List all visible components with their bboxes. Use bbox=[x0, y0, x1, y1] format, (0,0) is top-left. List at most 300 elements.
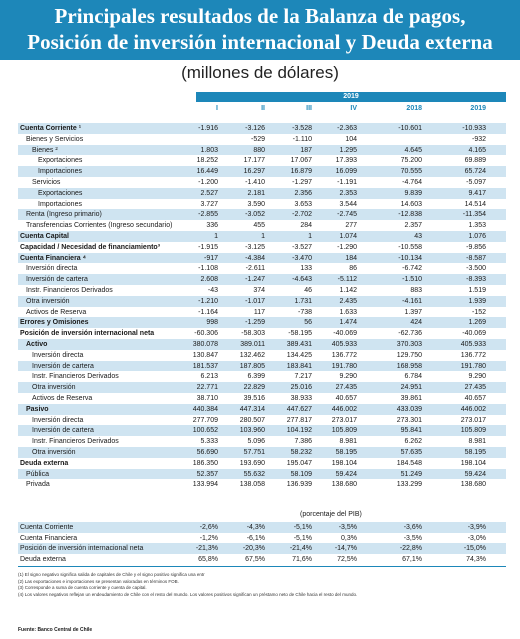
cell-value: 5.333 bbox=[200, 438, 218, 446]
cell-value: 198.104 bbox=[460, 459, 486, 467]
cell-value: -9.856 bbox=[466, 243, 486, 251]
cell-value: -40.069 bbox=[333, 330, 357, 338]
cell-value: 40.657 bbox=[335, 395, 357, 402]
cell-value: 1.353 bbox=[468, 222, 486, 230]
cell-value: 187.805 bbox=[239, 362, 265, 370]
year-header: 2019 bbox=[196, 92, 506, 102]
pct-note: (porcentaje del PIB) bbox=[300, 511, 362, 518]
cell-value: -3.470 bbox=[292, 254, 312, 262]
cell-value: 6.262 bbox=[404, 438, 422, 446]
cell-value: 1.731 bbox=[294, 297, 312, 305]
cell-value: 2.435 bbox=[339, 297, 357, 305]
cell-value: 18.252 bbox=[196, 157, 218, 165]
cell-value: 100.652 bbox=[192, 427, 218, 435]
cell-value: 998 bbox=[206, 319, 218, 327]
cell-value: -152 bbox=[471, 308, 486, 316]
cell-value: -1.210 bbox=[198, 297, 218, 305]
row-label: Errores y Omisiones bbox=[20, 319, 89, 327]
cell-value: 56.690 bbox=[196, 449, 218, 456]
row-label: Cuenta Financiera ⁴ bbox=[20, 254, 87, 262]
table-row bbox=[18, 416, 506, 425]
cell-value: 195.047 bbox=[286, 459, 312, 467]
cell-value: 57.751 bbox=[243, 449, 265, 456]
cell-value: 138.058 bbox=[239, 481, 265, 489]
table-row bbox=[18, 210, 506, 219]
cell-value: 380.078 bbox=[192, 341, 218, 348]
cell-value: 65.724 bbox=[464, 168, 486, 176]
cell-value: -4.384 bbox=[245, 254, 265, 262]
footnote: (2) Las exportaciones e importaciones se presentan valoradas en términos FOB. bbox=[18, 578, 179, 584]
cell-value: -3,5% bbox=[338, 524, 357, 531]
column-header: I bbox=[216, 105, 218, 112]
cell-value: -3.126 bbox=[245, 125, 265, 132]
cell-value: 65,8% bbox=[198, 555, 218, 563]
cell-value: -3,0% bbox=[467, 534, 486, 542]
table-row bbox=[18, 156, 506, 165]
cell-value: 6.784 bbox=[404, 373, 422, 381]
cell-value: 69.889 bbox=[464, 157, 486, 165]
cell-value: 130.847 bbox=[192, 351, 218, 359]
cell-value: -10.558 bbox=[398, 243, 422, 251]
source: Fuente: Banco Central de Chile bbox=[18, 627, 93, 633]
cell-value: 39.516 bbox=[243, 395, 265, 402]
cell-value: 1.939 bbox=[468, 297, 486, 305]
table-row bbox=[18, 178, 506, 187]
cell-value: 2.527 bbox=[200, 189, 218, 197]
table-row bbox=[18, 254, 506, 263]
cell-value: 191.780 bbox=[331, 362, 357, 370]
table-row bbox=[18, 232, 506, 241]
cell-value: 9.290 bbox=[468, 373, 486, 381]
cell-value: 3.653 bbox=[294, 200, 312, 208]
subtitle: (millones de dólares) bbox=[181, 63, 339, 82]
cell-value: 67,1% bbox=[402, 555, 422, 563]
cell-value: -1.916 bbox=[198, 125, 218, 132]
footnote: (3) Corresponde a suma de cuenta corriente y cuenta de capital. bbox=[18, 585, 147, 590]
cell-value: 9.290 bbox=[339, 373, 357, 381]
column-header: IV bbox=[350, 105, 357, 112]
cell-value: 447.314 bbox=[239, 405, 265, 413]
cell-value: 16.099 bbox=[335, 168, 357, 176]
cell-value: 1.269 bbox=[468, 319, 486, 327]
cell-value: 193.690 bbox=[239, 459, 265, 467]
cell-value: 1.074 bbox=[339, 233, 357, 240]
cell-value: 3.727 bbox=[200, 200, 218, 208]
cell-value: 455 bbox=[253, 222, 265, 230]
cell-value: 187 bbox=[300, 146, 312, 154]
cell-value: 3.590 bbox=[247, 200, 265, 208]
cell-value: 95.841 bbox=[400, 427, 422, 435]
table-row bbox=[18, 221, 506, 230]
table-row bbox=[18, 459, 506, 468]
cell-value: 433.039 bbox=[396, 405, 422, 413]
row-label: Bienes y Servicios bbox=[26, 135, 84, 143]
cell-value: 370.303 bbox=[396, 341, 422, 348]
row-label: Cuenta Corriente bbox=[20, 524, 74, 531]
row-label: Inversión de cartera bbox=[32, 362, 94, 370]
row-label: Inversión directa bbox=[32, 416, 84, 424]
table-row bbox=[18, 437, 506, 446]
cell-value: -3,6% bbox=[403, 524, 422, 531]
cell-value: 284 bbox=[300, 222, 312, 230]
cell-value: -10.134 bbox=[398, 254, 422, 262]
table-row bbox=[18, 200, 506, 209]
cell-value: -4.764 bbox=[402, 179, 422, 186]
cell-value: -10.601 bbox=[398, 125, 422, 132]
cell-value: -5,1% bbox=[293, 524, 312, 531]
table-row bbox=[18, 405, 506, 414]
cell-value: 3.544 bbox=[339, 200, 357, 208]
row-label: Activos de Reserva bbox=[32, 395, 93, 402]
cell-value: 132.462 bbox=[239, 351, 265, 359]
row-label: Importaciones bbox=[38, 200, 82, 208]
cell-value: -1.017 bbox=[245, 297, 265, 305]
table-row bbox=[18, 426, 506, 435]
cell-value: 2.357 bbox=[404, 222, 422, 230]
cell-value: 70.555 bbox=[400, 168, 422, 176]
cell-value: -60.306 bbox=[194, 330, 218, 338]
cell-value: 138.680 bbox=[331, 481, 357, 489]
table-row bbox=[18, 523, 506, 532]
cell-value: -3.500 bbox=[466, 265, 486, 273]
cell-value: 129.750 bbox=[396, 351, 422, 359]
cell-value: 440.384 bbox=[192, 405, 218, 413]
row-label: Transferencias Corrientes (Ingreso secundario) bbox=[26, 222, 173, 230]
cell-value: 40.657 bbox=[464, 395, 486, 402]
row-label: Bienes ² bbox=[32, 146, 58, 154]
cell-value: 43 bbox=[414, 233, 422, 240]
cell-value: 138.680 bbox=[460, 481, 486, 489]
cell-value: -1.290 bbox=[337, 243, 357, 251]
row-label: Cuenta Corriente ¹ bbox=[20, 125, 82, 132]
cell-value: -5,1% bbox=[293, 534, 312, 542]
column-header: II bbox=[261, 105, 265, 112]
cell-value: 6.213 bbox=[200, 373, 218, 381]
cell-value: 52.357 bbox=[196, 470, 218, 478]
cell-value: 105.809 bbox=[331, 427, 357, 435]
cell-value: -529 bbox=[250, 135, 265, 143]
cell-value: 4.165 bbox=[468, 146, 486, 154]
cell-value: 16.879 bbox=[290, 168, 312, 176]
table-row bbox=[18, 146, 506, 155]
cell-value: -917 bbox=[203, 254, 218, 262]
table-row bbox=[18, 534, 506, 543]
cell-value: 1.633 bbox=[339, 308, 357, 316]
row-label: Otra inversión bbox=[32, 449, 76, 456]
cell-value: 280.507 bbox=[239, 416, 265, 424]
cell-value: -932 bbox=[471, 135, 486, 143]
cell-value: -2.702 bbox=[292, 211, 312, 219]
cell-value: 273.301 bbox=[396, 416, 422, 424]
row-label: Inversión directa bbox=[26, 265, 78, 273]
cell-value: 16.297 bbox=[243, 168, 265, 176]
cell-value: 1.076 bbox=[468, 233, 486, 240]
cell-value: 17.067 bbox=[290, 157, 312, 165]
footnote: (1) El signo negativo significa salida de capitales de Chile y el signo positivo significa una entr bbox=[18, 572, 205, 577]
cell-value: 59.424 bbox=[464, 470, 486, 478]
cell-value: 7.217 bbox=[294, 373, 312, 381]
cell-value: 8.981 bbox=[339, 438, 357, 446]
cell-value: 103.960 bbox=[239, 427, 265, 435]
title-line-1: Principales resultados de la Balanza de pagos, bbox=[54, 4, 466, 28]
cell-value: 1.397 bbox=[404, 308, 422, 316]
table-row bbox=[18, 167, 506, 176]
cell-value: 1.803 bbox=[200, 146, 218, 154]
row-label: Inversión de cartera bbox=[32, 427, 94, 435]
cell-value: 59.424 bbox=[335, 470, 357, 478]
cell-value: 405.933 bbox=[460, 341, 486, 348]
cell-value: 9.417 bbox=[468, 189, 486, 197]
cell-value: 38.710 bbox=[196, 395, 218, 402]
cell-value: 8.981 bbox=[468, 438, 486, 446]
cell-value: 86 bbox=[349, 265, 357, 273]
cell-value: 2.356 bbox=[294, 189, 312, 197]
cell-value: 883 bbox=[410, 287, 422, 294]
row-label: Posición de inversión internacional neta bbox=[20, 545, 144, 552]
row-label: Cuenta Capital bbox=[20, 233, 70, 240]
cell-value: -2.363 bbox=[337, 125, 357, 132]
cell-value: 133.994 bbox=[192, 481, 218, 489]
cell-value: 389.011 bbox=[240, 341, 265, 348]
cell-value: 67,5% bbox=[245, 555, 265, 563]
cell-value: -20,3% bbox=[242, 545, 265, 552]
table-row bbox=[18, 243, 506, 252]
row-label: Inversión directa bbox=[32, 351, 84, 359]
cell-value: 2.353 bbox=[339, 189, 357, 197]
row-label: Otra inversión bbox=[32, 384, 76, 392]
cell-value: 104.192 bbox=[286, 427, 312, 435]
cell-value: 374 bbox=[253, 287, 265, 294]
cell-value: -1.108 bbox=[198, 265, 218, 273]
cell-value: -3,9% bbox=[467, 524, 486, 531]
cell-value: 1 bbox=[308, 233, 312, 240]
table-row bbox=[18, 308, 506, 317]
cell-value: 186.350 bbox=[192, 459, 218, 467]
cell-value: 14.603 bbox=[400, 200, 422, 208]
cell-value: 7.386 bbox=[294, 438, 312, 446]
cell-value: -1.110 bbox=[292, 135, 312, 143]
cell-value: -5.112 bbox=[337, 276, 357, 284]
footnote: (4) Los valores negativos reflejan un endeudamiento de Chile con el resto del mundo. Los valores positivos significan un préstamo neto de Chile hacia el resto del mundo. bbox=[18, 591, 358, 597]
cell-value: -1.510 bbox=[402, 276, 422, 284]
table-row bbox=[18, 135, 506, 144]
cell-value: 22.829 bbox=[243, 384, 265, 392]
cell-value: -40.069 bbox=[462, 330, 486, 338]
cell-value: 184 bbox=[345, 254, 357, 262]
cell-value: 277.709 bbox=[192, 416, 218, 424]
cell-value: -15,0% bbox=[463, 545, 486, 552]
column-header: III bbox=[306, 105, 312, 112]
cell-value: 405.933 bbox=[331, 341, 357, 348]
cell-value: 14.514 bbox=[464, 200, 486, 208]
row-label: Instr. Financieros Derivados bbox=[32, 438, 119, 446]
table-row bbox=[18, 351, 506, 360]
cell-value: -6,1% bbox=[246, 534, 265, 542]
cell-value: 27.435 bbox=[335, 384, 357, 392]
cell-value: 1.519 bbox=[468, 287, 486, 294]
cell-value: 1 bbox=[261, 233, 265, 240]
cell-value: 27.435 bbox=[464, 384, 486, 392]
cell-value: -2.745 bbox=[337, 211, 357, 219]
cell-value: 57.635 bbox=[400, 449, 422, 456]
cell-value: -8.587 bbox=[466, 254, 486, 262]
row-label: Cuenta Financiera bbox=[20, 534, 78, 542]
cell-value: 336 bbox=[206, 222, 218, 230]
cell-value: -3,5% bbox=[403, 534, 422, 542]
row-label: Deuda externa bbox=[20, 459, 69, 467]
cell-value: 277.817 bbox=[286, 416, 312, 424]
column-header: 2018 bbox=[406, 105, 422, 112]
cell-value: 6.399 bbox=[247, 373, 265, 381]
cell-value: 134.425 bbox=[286, 351, 312, 359]
cell-value: -3.125 bbox=[245, 243, 265, 251]
cell-value: -21,4% bbox=[289, 545, 312, 552]
cell-value: -22,8% bbox=[399, 545, 422, 552]
row-label: Instr. Financieros Derivados bbox=[32, 373, 119, 381]
cell-value: 38.933 bbox=[290, 395, 312, 402]
cell-value: -1.200 bbox=[198, 179, 218, 186]
table-row bbox=[18, 555, 506, 564]
cell-value: -62.736 bbox=[398, 330, 422, 338]
row-label: Deuda externa bbox=[20, 555, 66, 563]
cell-value: 51.249 bbox=[400, 470, 422, 478]
cell-value: 104 bbox=[345, 135, 357, 143]
cell-value: -3.052 bbox=[245, 211, 265, 219]
cell-value: 9.839 bbox=[404, 189, 422, 197]
cell-value: 58.232 bbox=[290, 449, 312, 456]
cell-value: 1.474 bbox=[339, 319, 357, 327]
cell-value: 46 bbox=[304, 287, 312, 294]
row-label: Instr. Financieros Derivados bbox=[26, 287, 113, 294]
cell-value: 2.181 bbox=[247, 189, 265, 197]
cell-value: 1 bbox=[214, 233, 218, 240]
table-row bbox=[18, 297, 506, 306]
cell-value: -1,2% bbox=[199, 534, 218, 542]
row-label: Inversión de cartera bbox=[26, 276, 88, 284]
cell-value: -2.855 bbox=[198, 211, 218, 219]
cell-value: -738 bbox=[297, 308, 312, 316]
title-line-2: Posición de inversión internacional y Deuda externa bbox=[27, 30, 493, 54]
cell-value: 22.771 bbox=[196, 384, 218, 392]
table-row bbox=[18, 448, 506, 457]
cell-value: 136.772 bbox=[331, 351, 357, 359]
cell-value: 5.096 bbox=[247, 438, 265, 446]
cell-value: -1.297 bbox=[292, 179, 312, 186]
cell-value: -3.527 bbox=[292, 243, 312, 251]
cell-value: 0,3% bbox=[341, 534, 357, 542]
row-label: Activos de Reserva bbox=[26, 308, 87, 316]
row-label: Activo bbox=[26, 341, 48, 348]
cell-value: 16.449 bbox=[196, 168, 218, 176]
cell-value: -8.393 bbox=[466, 276, 486, 284]
cell-value: 17.393 bbox=[335, 157, 357, 165]
cell-value: 55.632 bbox=[243, 470, 265, 478]
cell-value: 58.109 bbox=[290, 470, 312, 478]
cell-value: 24.951 bbox=[400, 384, 422, 392]
cell-value: 1.295 bbox=[339, 146, 357, 154]
cell-value: -58.303 bbox=[241, 330, 265, 338]
cell-value: -21,3% bbox=[195, 545, 218, 552]
cell-value: 447.627 bbox=[286, 405, 312, 413]
cell-value: 191.780 bbox=[460, 362, 486, 370]
cell-value: -6.742 bbox=[402, 265, 422, 273]
cell-value: -2.611 bbox=[245, 265, 265, 273]
cell-value: 273.017 bbox=[331, 416, 357, 424]
cell-value: 58.195 bbox=[335, 449, 357, 456]
cell-value: 446.002 bbox=[331, 405, 357, 413]
cell-value: 198.104 bbox=[331, 459, 357, 467]
cell-value: 184.548 bbox=[396, 459, 422, 467]
row-label: Renta (Ingreso primario) bbox=[26, 211, 102, 219]
cell-value: -4,3% bbox=[246, 524, 265, 531]
cell-value: -4.643 bbox=[292, 276, 312, 284]
row-label: Pasivo bbox=[26, 405, 49, 413]
cell-value: 17.177 bbox=[243, 157, 265, 165]
cell-value: -14,7% bbox=[334, 545, 357, 552]
row-label: Posición de inversión internacional neta bbox=[20, 330, 155, 338]
cell-value: 181.537 bbox=[192, 362, 218, 370]
cell-value: 72,5% bbox=[337, 555, 357, 563]
table-row bbox=[18, 329, 506, 338]
cell-value: 39.861 bbox=[400, 395, 422, 402]
cell-value: 136.772 bbox=[460, 351, 486, 359]
cell-value: -1.247 bbox=[245, 276, 265, 284]
cell-value: 25.016 bbox=[290, 384, 312, 392]
row-label: Servicios bbox=[32, 179, 61, 186]
cell-value: 446.002 bbox=[460, 405, 486, 413]
cell-value: 168.958 bbox=[396, 362, 422, 370]
cell-value: -2,6% bbox=[199, 524, 218, 531]
table-row bbox=[18, 362, 506, 371]
cell-value: -12.838 bbox=[398, 211, 422, 219]
cell-value: 136.939 bbox=[286, 481, 312, 489]
cell-value: -5.097 bbox=[466, 179, 486, 186]
row-label: Pública bbox=[26, 470, 49, 478]
cell-value: 1.142 bbox=[339, 287, 357, 294]
row-label: Capacidad / Necesidad de financiamiento³ bbox=[20, 243, 161, 251]
cell-value: -1.191 bbox=[337, 179, 357, 186]
table-row bbox=[18, 340, 506, 349]
table-row bbox=[18, 264, 506, 273]
cell-value: -1.915 bbox=[198, 243, 218, 251]
cell-value: 389.431 bbox=[286, 341, 312, 348]
row-label: Privada bbox=[26, 481, 50, 489]
cell-value: 880 bbox=[253, 146, 265, 154]
cell-value: -1.164 bbox=[198, 308, 218, 316]
cell-value: -43 bbox=[207, 287, 218, 294]
table-row bbox=[18, 275, 506, 284]
row-label: Otra inversión bbox=[26, 297, 70, 305]
cell-value: 2.608 bbox=[200, 276, 218, 284]
cell-value: 105.809 bbox=[460, 427, 486, 435]
cell-value: -58.195 bbox=[288, 330, 312, 338]
cell-value: -4.161 bbox=[402, 297, 422, 305]
table-row bbox=[18, 124, 506, 133]
title-banner bbox=[0, 0, 520, 60]
cell-value: 133 bbox=[300, 265, 312, 273]
table-row bbox=[18, 383, 506, 392]
cell-value: -3.528 bbox=[292, 125, 312, 132]
cell-value: 71,6% bbox=[292, 555, 312, 563]
row-label: Exportaciones bbox=[38, 157, 83, 165]
cell-value: 74,3% bbox=[466, 555, 486, 563]
divider bbox=[18, 566, 506, 567]
table-row bbox=[18, 394, 506, 403]
table-row bbox=[18, 480, 506, 489]
table-row bbox=[18, 189, 506, 198]
cell-value: -1.259 bbox=[245, 319, 265, 327]
cell-value: 183.841 bbox=[286, 362, 312, 370]
